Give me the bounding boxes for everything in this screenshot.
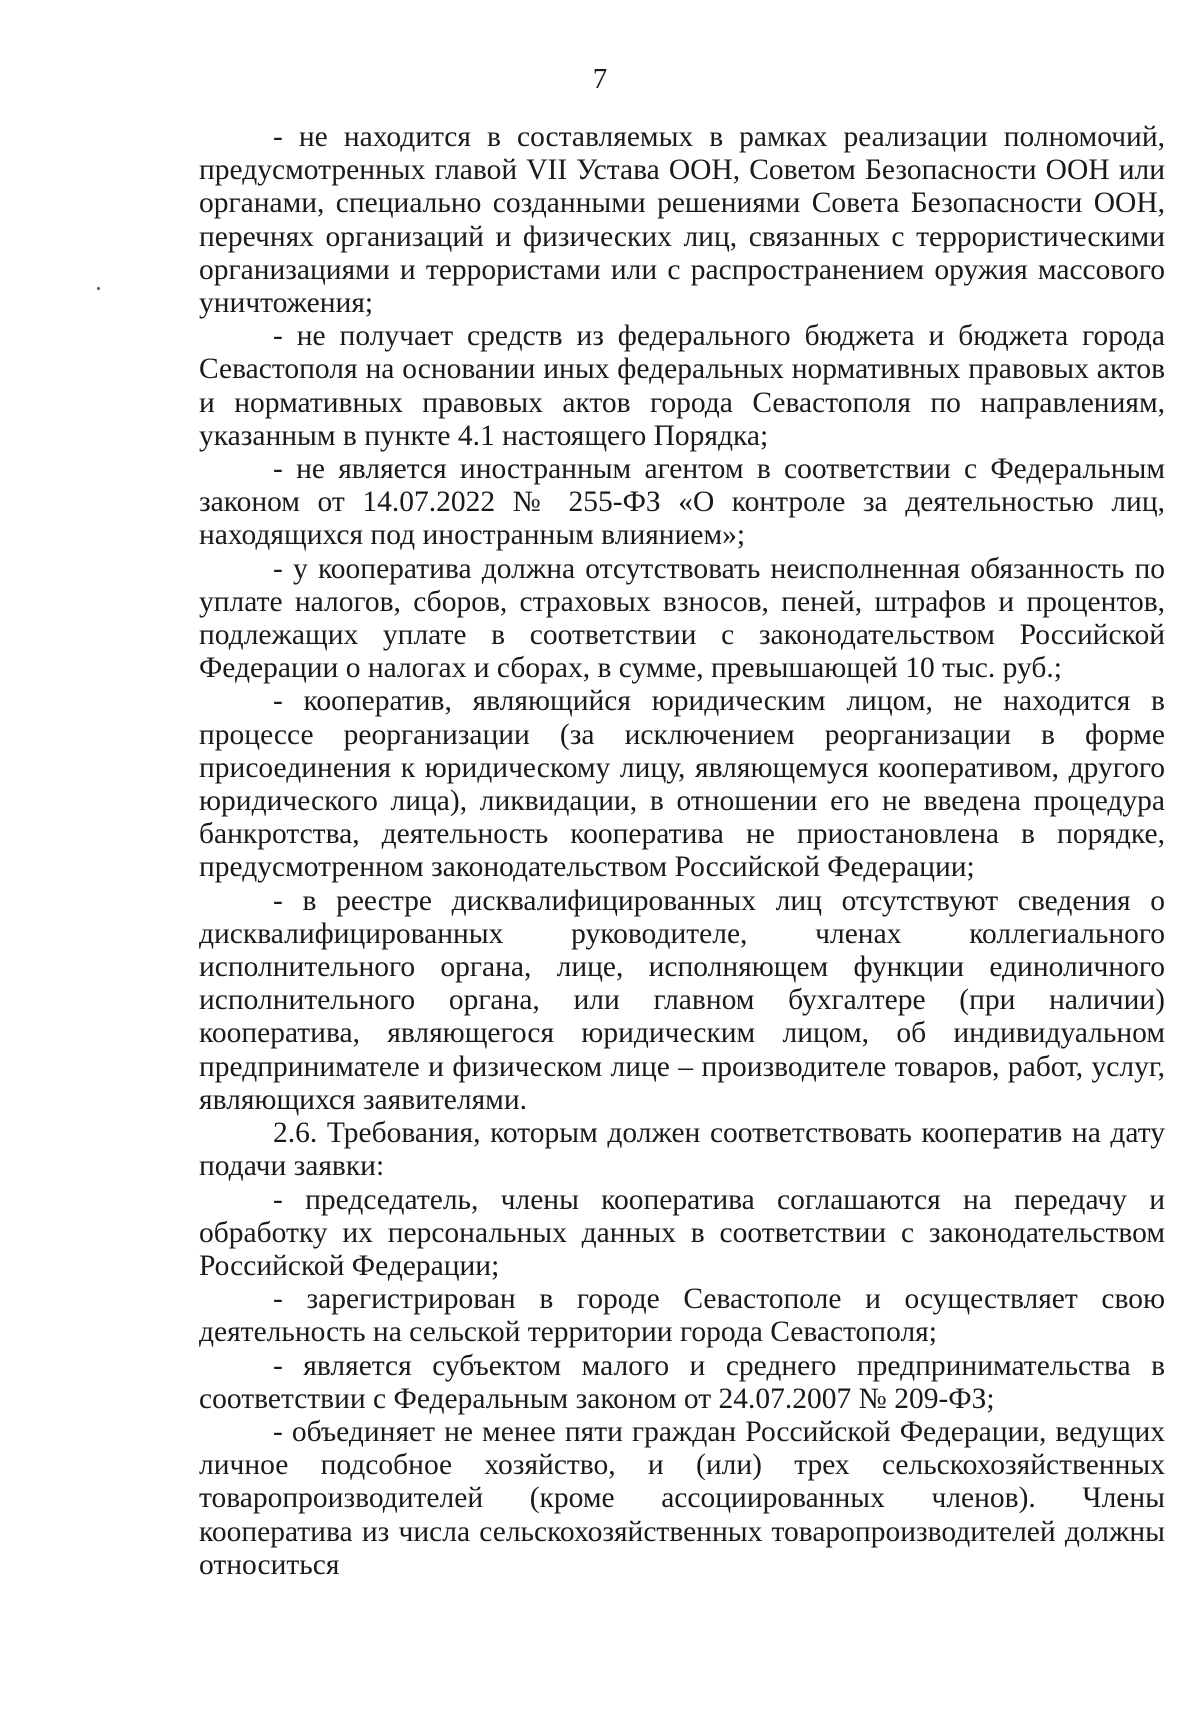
page-number: 7 (592, 63, 608, 95)
paragraph-sme-status: - является субъектом малого и среднего предпринимательства в соответствии с Федеральным законом от 24.07.2007 № 209-ФЗ; (199, 1349, 1165, 1415)
paragraph-members-count: - объединяет не менее пяти граждан Российской Федерации, ведущих личное подсобное хозяйство, и (или) трех сельскохозяйственных товаропроизводителей (кроме ассоциированных членов). Члены кооператива из числа сельскохозяйственных товаропроизводителей должны относиться (199, 1415, 1165, 1581)
document-body (199, 121, 1165, 1582)
paragraph-disqualified-persons: - в реестре дисквалифицированных лиц отсутствуют сведения о дисквалифицированных руководителе, членах коллегиального исполнительного органа, лице, исполняющем функции единоличного исполнительного органа, или главном бухгалтере (при наличии) кооператива, являющегося юридическим лицом, об индивидуальном предпринимателе и физическом лице – производителе товаров, работ, услуг, являющихся заявителями. (199, 884, 1165, 1116)
paragraph-registered-sevastopol: - зарегистрирован в городе Севастополе и осуществляет свою деятельность на сельской территории города Севастополя; (199, 1283, 1165, 1349)
paragraph-un-sanctions-list: - не находится в составляемых в рамках реализации полномочий, предусмотренных главой VII Устава ООН, Советом Безопасности ООН или органами, специально созданными решениями Совета Безопасности ООН, перечнях организаций и физических лиц, связанных с террористическими организациями и террористами или с распространением оружия массового уничтожения; (199, 121, 1165, 320)
paragraph-no-reorganization: - кооператив, являющийся юридическим лицом, не находится в процессе реорганизации (за исключением реорганизации в форме присоединения к юридическому лицу, являющемуся кооперативом, другого юридического лица), ликвидации, в отношении его не введена процедура банкротства, деятельность кооператива не приостановлена в порядке, предусмотренном законодательством Российской Федерации; (199, 685, 1165, 884)
paragraph-no-budget-funds: - не получает средств из федерального бюджета и бюджета города Севастополя на основании иных федеральных нормативных правовых актов и нормативных правовых актов города Севастополя по направлениям, указанным в пункте 4.1 настоящего Порядка; (199, 320, 1165, 452)
paragraph-personal-data-consent: - председатель, члены кооператива соглашаются на передачу и обработку их персональных данных в соответствии с законодательством Российской Федерации; (199, 1183, 1165, 1282)
paragraph-not-foreign-agent: - не является иностранным агентом в соответствии с Федеральным законом от 14.07.2022 № 255-ФЗ «О контроле за деятельностью лиц, находящихся под иностранным влиянием»; (199, 453, 1165, 552)
paragraph-section-2-6: 2.6. Требования, которым должен соответствовать кооператив на дату подачи заявки: (199, 1117, 1165, 1183)
scan-speck (97, 287, 100, 290)
paragraph-no-tax-debt: - у кооператива должна отсутствовать неисполненная обязанность по уплате налогов, сборов, страховых взносов, пеней, штрафов и процентов, подлежащих уплате в соответствии с законодательством Российской Федерации о налогах и сборах, в сумме, превышающей 10 тыс. руб.; (199, 552, 1165, 685)
